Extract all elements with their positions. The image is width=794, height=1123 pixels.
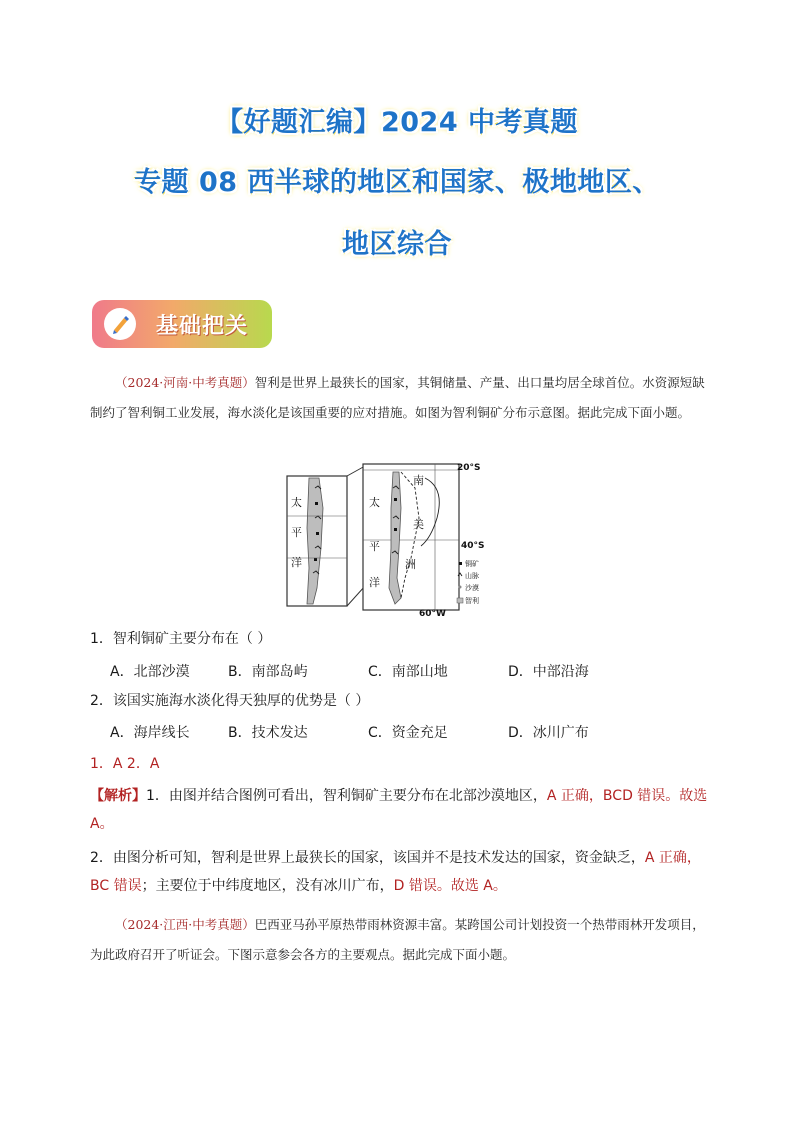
map-label-continent-2: 美 — [413, 518, 424, 531]
analysis-2-text-a: 2．由图分析可知，智利是世界上最狭长的国家，该国并不是技术发达的国家，资金缺乏， — [90, 850, 645, 866]
map-label-ocean-left-2: 平 — [291, 526, 302, 539]
map-label-ocean-right-2: 平 — [369, 540, 380, 553]
section-label: 基础把关 — [156, 314, 249, 339]
chile-copper-map — [285, 458, 493, 618]
title-line-3: 地区综合 — [342, 229, 452, 260]
map-label-continent-3: 洲 — [405, 558, 416, 571]
analysis-1-answer: A 正确，BCD 错误。故选 A。 — [90, 788, 708, 832]
map-lon-60w: 60°W — [419, 609, 446, 618]
question-1-stem: 1．智利铜矿主要分布在（ ） — [90, 631, 272, 647]
intro-text: 智利是世界上最狭长的国家，其铜储量、产量、出口量均居全球首位。水资源短缺制约了智利铜工业发展，海水淡化是该国重要的应对措施。如图为智利铜矿分布示意图。据此完成下面小题。 — [90, 375, 705, 420]
analysis-2-answer-b: D 错误。故选 A。 — [393, 878, 507, 894]
q1-option-b[interactable]: B．南部岛屿 — [228, 664, 308, 680]
section-banner — [92, 300, 272, 348]
analysis-1-text: 1．由图并结合图例可看出，智利铜矿主要分布在北部沙漠地区， — [146, 788, 547, 804]
map-lat-20s: 20°S — [457, 463, 481, 473]
legend-desert: 沙漠 — [465, 584, 479, 592]
map-lat-40s: 40°S — [461, 541, 485, 551]
map-label-ocean-left-3: 洋 — [291, 556, 302, 569]
legend-mountain: 山脉 — [465, 572, 479, 580]
intro-2-text: 巴西亚马孙平原热带雨林资源丰富。某跨国公司计划投资一个热带雨林开发项目，为此政府召开了听证会。下图示意参会各方的主要观点。据此完成下面小题。 — [90, 917, 705, 962]
answer-key: 1．A 2．A — [90, 756, 160, 772]
analysis-2 — [90, 844, 708, 900]
map-label-ocean-left-1: 太 — [291, 496, 302, 509]
question-1-options — [110, 661, 710, 681]
legend-chile: 智利 — [465, 597, 479, 605]
source-tag: （2024·河南·中考真题） — [115, 375, 255, 390]
q1-option-d[interactable]: D．中部沿海 — [508, 664, 589, 680]
map-label-ocean-right-1: 太 — [369, 496, 380, 509]
analysis-tag: 【解析】 — [90, 788, 146, 804]
title-line-2: 专题 08 西半球的地区和国家、极地地区、 — [134, 167, 660, 198]
q2-option-a[interactable]: A．海岸线长 — [110, 725, 190, 741]
analysis-2-answer-a: A 正确，BC 错误 — [90, 850, 701, 894]
q2-option-d[interactable]: D．冰川广布 — [508, 725, 589, 741]
question-2-options — [110, 722, 710, 742]
q1-option-a[interactable]: A．北部沙漠 — [110, 664, 190, 680]
legend-copper: 铜矿 — [465, 560, 479, 568]
analysis-1 — [90, 782, 708, 838]
question-intro-2 — [90, 910, 708, 970]
q2-option-b[interactable]: B．技术发达 — [228, 725, 308, 741]
map-label-continent-1: 南 — [413, 474, 424, 487]
question-2-stem: 2．该国实施海水淡化得天独厚的优势是（ ） — [90, 693, 370, 709]
analysis-2-text-b: ；主要位于中纬度地区，没有冰川广布， — [141, 878, 394, 894]
title-line-1: 【好题汇编】2024 中考真题 — [215, 107, 579, 138]
map-label-ocean-right-3: 洋 — [369, 576, 380, 589]
source-tag-2: （2024·江西·中考真题） — [115, 917, 255, 932]
pen-icon — [104, 308, 136, 340]
q2-option-c[interactable]: C．资金充足 — [368, 725, 448, 741]
question-intro-1 — [90, 368, 708, 428]
q1-option-c[interactable]: C．南部山地 — [368, 664, 448, 680]
